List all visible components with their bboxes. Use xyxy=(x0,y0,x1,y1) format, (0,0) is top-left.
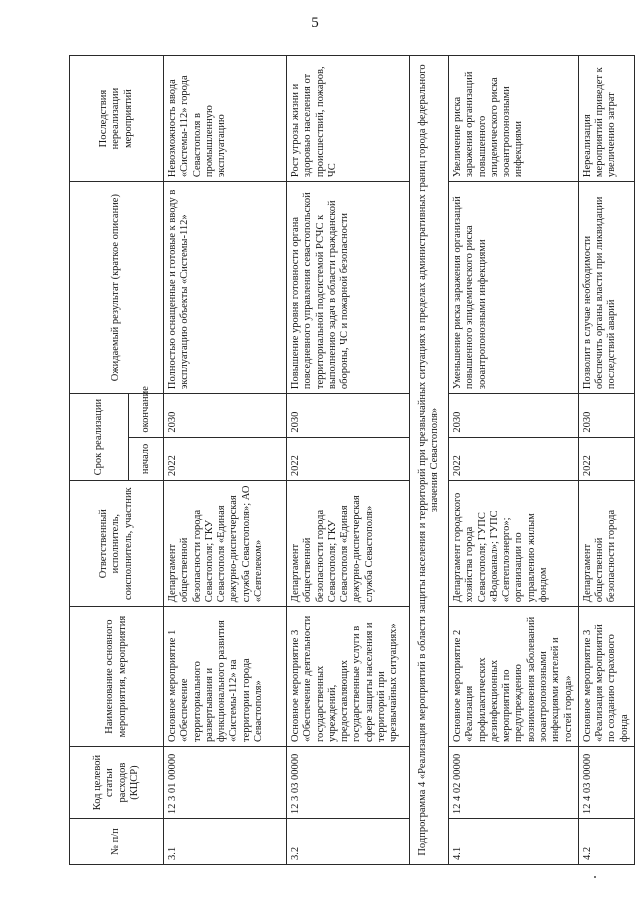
table-row xyxy=(287,56,410,865)
row-start: 2022 xyxy=(578,437,634,481)
row-end: 2030 xyxy=(578,394,634,438)
row-executor: Департамент общественной безопасности города xyxy=(578,481,634,607)
row-name: Основное мероприятие 1 «Обеспечение территориального развертывания и функционального развития «Системы-112» на территории города Севастополя» xyxy=(164,607,287,747)
table-row xyxy=(164,56,287,865)
row-start: 2022 xyxy=(449,437,579,481)
row-executor: Департамент городского хозяйства города Севастополя; ГУПС «Водоканал»; ГУПС «Севтеплоэнерго»; организации по управлению жилым фондом xyxy=(449,481,579,607)
row-executor: Департамент общественной безопасности города Севастополя; ГКУ Севастополя «Единая дежурно-диспетчерская служба Севастополя»; АО «Севтелеком» xyxy=(164,481,287,607)
header-period: Срок реализации xyxy=(70,394,129,481)
header-executor: Ответственный исполнитель, соисполнитель, участник xyxy=(70,481,164,607)
table-row xyxy=(449,56,579,865)
row-start: 2022 xyxy=(164,437,287,481)
row-name: Основное мероприятие 3 «Реализация мероприятий по созданию страхового фонда xyxy=(578,607,634,747)
row-num: 3.2 xyxy=(287,819,410,865)
row-result: Повышение уровня готовности органа повседневного управления севастопольской территориальной подсистемой РСЧС к выполнению задач в области гражданской обороны, ЧС и пожарной безопасности xyxy=(287,182,410,394)
row-result: Полностью оснащенные и готовые к вводу в эксплуатацию объекты «Системы-112» xyxy=(164,182,287,394)
table-row xyxy=(578,56,634,865)
row-result: Позволит в случае необходимости обеспечить органы власти при ликвидации последствий аварий xyxy=(578,182,634,394)
header-num: № п/п xyxy=(70,819,164,865)
row-end: 2030 xyxy=(287,394,410,438)
row-code: 12 3 03 00000 xyxy=(287,746,410,818)
row-num: 4.1 xyxy=(449,819,579,865)
row-consequences: Рост угрозы жизни и здоровью населения от происшествий, пожаров, ЧС xyxy=(287,56,410,182)
row-code: 12 3 01 00000 xyxy=(164,746,287,818)
header-result: Ожидаемый результат (краткое описание) xyxy=(70,182,164,394)
header-consequences: Последствия нереализации мероприятий xyxy=(70,56,164,182)
header-start: начало xyxy=(129,437,164,481)
rotated-table xyxy=(69,55,630,865)
row-code: 12 4 03 00000 xyxy=(578,746,634,818)
row-consequences: Нереализация мероприятий приведет к увеличению затрат xyxy=(578,56,634,182)
header-row xyxy=(70,56,129,865)
row-num: 4.2 xyxy=(578,819,634,865)
header-code: Код целевой статьи расходов (КЦСР) xyxy=(70,746,164,818)
row-name: Основное мероприятие 2 «Реализация профилактических дезинфекционных мероприятий по предупреждению возникновения заболеваний зооантропонозными инфекциями жителей и гостей города» xyxy=(449,607,579,747)
subprogram-title: Подпрограмма 4 «Реализация мероприятий в области защиты населения и территорий при чрезвычайных ситуациях в пределах административных границ города федерального значения Севастополя» xyxy=(410,56,449,865)
row-consequences: Увеличение риска заражения организаций повышенного эпидемического риска зооантропонозными инфекциями xyxy=(449,56,579,182)
subprogram-row xyxy=(410,56,449,865)
row-consequences: Невозможность ввода «Системы-112» города Севастополя в промышленную эксплуатацию xyxy=(164,56,287,182)
header-end: окончание xyxy=(129,394,164,438)
row-name: Основное мероприятие 3 «Обеспечение деятельности государственных учреждений, предоставляющих государственные услуги в сфере защиты населения и территорий при чрезвычайных ситуациях» xyxy=(287,607,410,747)
row-end: 2030 xyxy=(164,394,287,438)
header-name: Наименование основного мероприятия, мероприятия xyxy=(70,607,164,747)
scan-speck xyxy=(594,876,596,878)
row-executor: Департамент общественной безопасности города Севастополя; ГКУ Севастополя «Единая дежурно-диспетчерская служба Севастополя» xyxy=(287,481,410,607)
page-number: 5 xyxy=(311,15,319,31)
row-end: 2030 xyxy=(449,394,579,438)
row-code: 12 4 02 00000 xyxy=(449,746,579,818)
measures-table xyxy=(69,55,635,865)
row-result: Уменьшение риска заражения организаций повышенного эпидемического риска зооантропонозными инфекциями xyxy=(449,182,579,394)
rotated-table-container xyxy=(69,55,630,865)
row-num: 3.1 xyxy=(164,819,287,865)
row-start: 2022 xyxy=(287,437,410,481)
